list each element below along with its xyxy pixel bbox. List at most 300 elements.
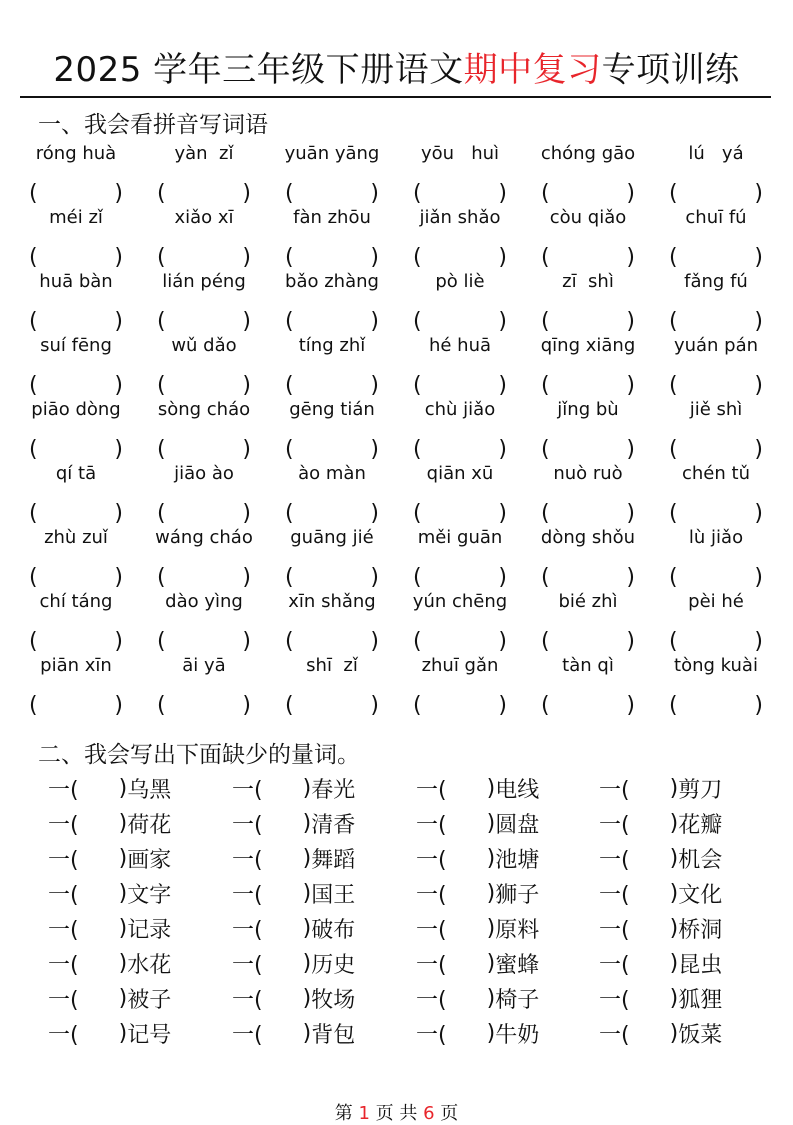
measure-close: ) <box>302 1020 312 1046</box>
measure-prefix: 一( <box>48 847 79 873</box>
close-bracket: ) <box>626 500 635 526</box>
measure-noun: 饭菜 <box>678 1022 723 1048</box>
pinyin-prompt: lú yá <box>688 143 744 164</box>
answer-blank[interactable] <box>413 178 507 208</box>
measure-noun: 记号 <box>127 1022 172 1048</box>
measure-word-row <box>0 807 793 839</box>
measure-word-item[interactable] <box>416 1017 539 1049</box>
measure-close: ) <box>486 985 496 1011</box>
measure-close: ) <box>486 1020 496 1046</box>
open-bracket: ( <box>413 436 422 462</box>
pinyin-row <box>0 399 793 423</box>
answer-row <box>0 178 793 208</box>
open-bracket: ( <box>541 180 550 206</box>
close-bracket: ) <box>754 628 763 654</box>
pinyin-prompt: chuī fú <box>685 207 747 228</box>
measure-noun: 水花 <box>127 952 172 978</box>
open-bracket: ( <box>157 500 166 526</box>
close-bracket: ) <box>370 180 379 206</box>
pinyin-prompt: qiān xū <box>426 463 494 484</box>
measure-noun: 剪刀 <box>678 777 723 803</box>
answer-blank[interactable] <box>285 498 379 528</box>
answer-blank[interactable] <box>285 626 379 656</box>
answer-blank[interactable] <box>29 562 123 592</box>
pinyin-prompt: pèi hé <box>688 591 744 612</box>
measure-prefix: 一( <box>48 882 79 908</box>
measure-noun: 原料 <box>495 917 540 943</box>
pinyin-prompt: tàn qì <box>562 655 614 676</box>
measure-prefix: 一( <box>48 1022 79 1048</box>
measure-word-item[interactable] <box>48 912 171 944</box>
measure-prefix: 一( <box>48 917 79 943</box>
footer-post: 页 <box>440 1103 459 1124</box>
answer-row <box>0 434 793 464</box>
measure-noun: 狐狸 <box>678 987 723 1013</box>
answer-blank[interactable] <box>669 562 763 592</box>
pinyin-prompt: jiě shì <box>689 399 743 420</box>
measure-noun: 舞蹈 <box>311 847 356 873</box>
open-bracket: ( <box>669 180 678 206</box>
measure-noun: 画家 <box>127 847 172 873</box>
answer-blank[interactable] <box>285 306 379 336</box>
close-bracket: ) <box>370 628 379 654</box>
answer-blank[interactable] <box>541 242 635 272</box>
pinyin-prompt: tòng kuài <box>674 655 758 676</box>
pinyin-prompt: bǎo zhàng <box>285 271 379 292</box>
answer-blank[interactable] <box>413 434 507 464</box>
close-bracket: ) <box>370 436 379 462</box>
close-bracket: ) <box>498 372 507 398</box>
measure-word-item[interactable] <box>599 982 722 1014</box>
pinyin-prompt: xiǎo xī <box>174 207 234 228</box>
answer-blank[interactable] <box>413 562 507 592</box>
measure-prefix: 一( <box>416 952 447 978</box>
open-bracket: ( <box>29 628 38 654</box>
measure-close: ) <box>669 880 679 906</box>
pinyin-prompt: chóng gāo <box>540 143 636 164</box>
close-bracket: ) <box>498 308 507 334</box>
measure-noun: 机会 <box>678 847 723 873</box>
open-bracket: ( <box>285 500 294 526</box>
measure-prefix: 一( <box>599 847 630 873</box>
open-bracket: ( <box>413 500 422 526</box>
close-bracket: ) <box>242 564 251 590</box>
open-bracket: ( <box>541 500 550 526</box>
answer-blank[interactable] <box>669 498 763 528</box>
answer-blank[interactable] <box>541 178 635 208</box>
measure-prefix: 一( <box>48 952 79 978</box>
measure-noun: 狮子 <box>495 882 540 908</box>
measure-close: ) <box>486 950 496 976</box>
open-bracket: ( <box>541 692 550 718</box>
answer-blank[interactable] <box>669 690 763 720</box>
answer-blank[interactable] <box>669 306 763 336</box>
close-bracket: ) <box>370 692 379 718</box>
answer-row <box>0 562 793 592</box>
answer-blank[interactable] <box>541 306 635 336</box>
close-bracket: ) <box>114 308 123 334</box>
close-bracket: ) <box>498 500 507 526</box>
open-bracket: ( <box>285 180 294 206</box>
open-bracket: ( <box>285 628 294 654</box>
open-bracket: ( <box>541 628 550 654</box>
pinyin-prompt: jiǎn shǎo <box>419 207 501 228</box>
measure-prefix: 一( <box>232 847 263 873</box>
close-bracket: ) <box>754 180 763 206</box>
close-bracket: ) <box>626 628 635 654</box>
measure-prefix: 一( <box>599 812 630 838</box>
pinyin-row <box>0 335 793 359</box>
measure-prefix: 一( <box>416 882 447 908</box>
open-bracket: ( <box>157 308 166 334</box>
close-bracket: ) <box>498 628 507 654</box>
pinyin-prompt: hé huā <box>428 335 492 356</box>
measure-close: ) <box>669 775 679 801</box>
close-bracket: ) <box>626 372 635 398</box>
measure-close: ) <box>118 985 128 1011</box>
answer-blank[interactable] <box>285 690 379 720</box>
measure-word-item[interactable] <box>416 982 539 1014</box>
answer-blank[interactable] <box>541 370 635 400</box>
measure-word-item[interactable] <box>599 772 722 804</box>
answer-blank[interactable] <box>157 370 251 400</box>
close-bracket: ) <box>242 436 251 462</box>
pinyin-prompt: fàn zhōu <box>293 207 371 228</box>
open-bracket: ( <box>157 436 166 462</box>
measure-prefix: 一( <box>416 777 447 803</box>
measure-word-item[interactable] <box>232 807 355 839</box>
close-bracket: ) <box>242 628 251 654</box>
open-bracket: ( <box>29 436 38 462</box>
measure-word-item[interactable] <box>232 947 355 979</box>
measure-word-item[interactable] <box>48 772 171 804</box>
answer-row <box>0 626 793 656</box>
measure-noun: 电线 <box>495 777 540 803</box>
measure-prefix: 一( <box>48 987 79 1013</box>
measure-close: ) <box>302 950 312 976</box>
open-bracket: ( <box>29 308 38 334</box>
answer-row <box>0 306 793 336</box>
measure-close: ) <box>669 845 679 871</box>
measure-close: ) <box>302 880 312 906</box>
measure-word-item[interactable] <box>232 912 355 944</box>
measure-word-item[interactable] <box>416 842 539 874</box>
close-bracket: ) <box>754 564 763 590</box>
measure-noun: 被子 <box>127 987 172 1013</box>
measure-close: ) <box>669 810 679 836</box>
measure-prefix: 一( <box>599 777 630 803</box>
answer-blank[interactable] <box>29 498 123 528</box>
pinyin-row <box>0 527 793 551</box>
measure-word-item[interactable] <box>232 842 355 874</box>
open-bracket: ( <box>413 692 422 718</box>
measure-word-row <box>0 842 793 874</box>
measure-word-item[interactable] <box>48 807 171 839</box>
answer-blank[interactable] <box>541 434 635 464</box>
close-bracket: ) <box>626 308 635 334</box>
pinyin-prompt: wǔ dǎo <box>171 335 237 356</box>
answer-blank[interactable] <box>157 306 251 336</box>
open-bracket: ( <box>413 180 422 206</box>
answer-row <box>0 498 793 528</box>
measure-close: ) <box>302 810 312 836</box>
measure-close: ) <box>118 950 128 976</box>
pinyin-row <box>0 655 793 679</box>
open-bracket: ( <box>157 244 166 270</box>
pinyin-prompt: nuò ruò <box>553 463 623 484</box>
measure-noun: 背包 <box>311 1022 356 1048</box>
footer-mid: 页 共 <box>375 1103 418 1124</box>
pinyin-row <box>0 143 793 167</box>
footer-total-pages: 6 <box>423 1103 435 1124</box>
measure-word-item[interactable] <box>599 842 722 874</box>
measure-prefix: 一( <box>48 812 79 838</box>
measure-close: ) <box>118 775 128 801</box>
close-bracket: ) <box>114 628 123 654</box>
close-bracket: ) <box>370 500 379 526</box>
measure-prefix: 一( <box>416 917 447 943</box>
pinyin-prompt: piān xīn <box>40 655 112 676</box>
close-bracket: ) <box>242 372 251 398</box>
answer-blank[interactable] <box>157 498 251 528</box>
answer-blank[interactable] <box>413 498 507 528</box>
answer-blank[interactable] <box>29 370 123 400</box>
measure-noun: 池塘 <box>495 847 540 873</box>
pinyin-prompt: chén tǔ <box>682 463 750 484</box>
answer-blank[interactable] <box>157 626 251 656</box>
pinyin-row <box>0 207 793 231</box>
measure-prefix: 一( <box>416 1022 447 1048</box>
pinyin-prompt: yōu huì <box>420 143 500 164</box>
pinyin-prompt: sòng cháo <box>157 399 251 420</box>
measure-noun: 破布 <box>311 917 356 943</box>
open-bracket: ( <box>669 564 678 590</box>
pinyin-prompt: jiāo ào <box>174 463 234 484</box>
answer-blank[interactable] <box>285 242 379 272</box>
answer-blank[interactable] <box>157 242 251 272</box>
open-bracket: ( <box>157 692 166 718</box>
answer-blank[interactable] <box>285 434 379 464</box>
measure-word-item[interactable] <box>599 947 722 979</box>
section1-heading: 一、我会看拼音写词语 <box>38 112 268 138</box>
open-bracket: ( <box>29 180 38 206</box>
answer-blank[interactable] <box>669 626 763 656</box>
answer-blank[interactable] <box>413 690 507 720</box>
measure-word-item[interactable] <box>232 1017 355 1049</box>
pinyin-prompt: gēng tián <box>289 399 375 420</box>
answer-blank[interactable] <box>669 434 763 464</box>
answer-blank[interactable] <box>29 242 123 272</box>
measure-prefix: 一( <box>232 987 263 1013</box>
page-footer <box>0 1099 793 1125</box>
measure-word-item[interactable] <box>48 947 171 979</box>
measure-word-item[interactable] <box>48 1017 171 1049</box>
open-bracket: ( <box>413 308 422 334</box>
measure-word-item[interactable] <box>599 912 722 944</box>
close-bracket: ) <box>498 180 507 206</box>
measure-word-item[interactable] <box>48 982 171 1014</box>
measure-word-item[interactable] <box>416 947 539 979</box>
close-bracket: ) <box>626 692 635 718</box>
measure-noun: 历史 <box>311 952 356 978</box>
measure-close: ) <box>302 915 312 941</box>
pinyin-prompt: huā bàn <box>39 271 113 292</box>
measure-close: ) <box>486 915 496 941</box>
answer-blank[interactable] <box>29 690 123 720</box>
measure-prefix: 一( <box>599 917 630 943</box>
answer-blank[interactable] <box>413 370 507 400</box>
measure-word-item[interactable] <box>599 877 722 909</box>
answer-blank[interactable] <box>157 690 251 720</box>
pinyin-prompt: tíng zhǐ <box>298 335 366 356</box>
answer-blank[interactable] <box>157 562 251 592</box>
answer-blank[interactable] <box>29 434 123 464</box>
measure-close: ) <box>118 1020 128 1046</box>
pinyin-prompt: zhù zuǐ <box>44 527 108 548</box>
open-bracket: ( <box>669 628 678 654</box>
measure-close: ) <box>486 880 496 906</box>
close-bracket: ) <box>498 436 507 462</box>
close-bracket: ) <box>626 436 635 462</box>
measure-noun: 蜜蜂 <box>495 952 540 978</box>
pinyin-prompt: lián péng <box>162 271 246 292</box>
pinyin-prompt: dòng shǒu <box>540 527 636 548</box>
open-bracket: ( <box>157 372 166 398</box>
open-bracket: ( <box>669 692 678 718</box>
pinyin-prompt: fǎng fú <box>684 271 748 292</box>
measure-word-item[interactable] <box>599 807 722 839</box>
measure-noun: 文字 <box>127 882 172 908</box>
pinyin-prompt: chí táng <box>39 591 113 612</box>
measure-prefix: 一( <box>416 987 447 1013</box>
pinyin-prompt: xīn shǎng <box>288 591 376 612</box>
open-bracket: ( <box>29 692 38 718</box>
measure-prefix: 一( <box>232 952 263 978</box>
open-bracket: ( <box>413 372 422 398</box>
measure-word-item[interactable] <box>416 772 539 804</box>
answer-blank[interactable] <box>669 178 763 208</box>
close-bracket: ) <box>754 692 763 718</box>
pinyin-prompt: yuān yāng <box>284 143 380 164</box>
open-bracket: ( <box>413 564 422 590</box>
answer-blank[interactable] <box>541 690 635 720</box>
pinyin-prompt: wáng cháo <box>155 527 253 548</box>
measure-close: ) <box>118 880 128 906</box>
answer-blank[interactable] <box>29 626 123 656</box>
open-bracket: ( <box>669 244 678 270</box>
answer-blank[interactable] <box>413 626 507 656</box>
answer-blank[interactable] <box>669 242 763 272</box>
footer-page-number: 1 <box>358 1103 370 1124</box>
measure-prefix: 一( <box>232 1022 263 1048</box>
pinyin-prompt: méi zǐ <box>49 207 103 228</box>
measure-close: ) <box>118 845 128 871</box>
pinyin-prompt: còu qiǎo <box>549 207 627 228</box>
open-bracket: ( <box>29 564 38 590</box>
measure-close: ) <box>302 775 312 801</box>
open-bracket: ( <box>669 500 678 526</box>
answer-blank[interactable] <box>29 306 123 336</box>
measure-prefix: 一( <box>599 1022 630 1048</box>
answer-blank[interactable] <box>541 498 635 528</box>
measure-word-item[interactable] <box>416 912 539 944</box>
measure-word-item[interactable] <box>599 1017 722 1049</box>
answer-blank[interactable] <box>541 626 635 656</box>
answer-blank[interactable] <box>157 434 251 464</box>
open-bracket: ( <box>669 372 678 398</box>
measure-word-row <box>0 1017 793 1049</box>
measure-word-item[interactable] <box>48 877 171 909</box>
answer-blank[interactable] <box>541 562 635 592</box>
open-bracket: ( <box>285 436 294 462</box>
measure-prefix: 一( <box>416 847 447 873</box>
close-bracket: ) <box>114 372 123 398</box>
measure-close: ) <box>118 915 128 941</box>
measure-word-row <box>0 982 793 1014</box>
measure-close: ) <box>669 1020 679 1046</box>
pinyin-prompt: yún chēng <box>412 591 508 612</box>
pinyin-prompt: dào yìng <box>165 591 243 612</box>
close-bracket: ) <box>498 692 507 718</box>
pinyin-prompt: zī shì <box>562 271 614 292</box>
answer-blank[interactable] <box>29 178 123 208</box>
answer-blank[interactable] <box>669 370 763 400</box>
answer-blank[interactable] <box>413 306 507 336</box>
measure-word-item[interactable] <box>232 877 355 909</box>
answer-row <box>0 690 793 720</box>
close-bracket: ) <box>754 372 763 398</box>
close-bracket: ) <box>754 308 763 334</box>
measure-word-item[interactable] <box>48 842 171 874</box>
pinyin-prompt: ào màn <box>298 463 366 484</box>
answer-blank[interactable] <box>285 370 379 400</box>
answer-blank[interactable] <box>413 242 507 272</box>
measure-close: ) <box>118 810 128 836</box>
answer-blank[interactable] <box>157 178 251 208</box>
pinyin-prompt: jǐng bù <box>557 399 619 420</box>
answer-blank[interactable] <box>285 562 379 592</box>
open-bracket: ( <box>413 244 422 270</box>
measure-close: ) <box>669 950 679 976</box>
measure-noun: 荷花 <box>127 812 172 838</box>
close-bracket: ) <box>498 244 507 270</box>
close-bracket: ) <box>242 692 251 718</box>
close-bracket: ) <box>754 500 763 526</box>
measure-close: ) <box>302 985 312 1011</box>
close-bracket: ) <box>114 180 123 206</box>
measure-noun: 牧场 <box>311 987 356 1013</box>
measure-word-item[interactable] <box>232 982 355 1014</box>
open-bracket: ( <box>29 244 38 270</box>
pinyin-row <box>0 591 793 615</box>
measure-word-item[interactable] <box>416 877 539 909</box>
measure-word-item[interactable] <box>416 807 539 839</box>
close-bracket: ) <box>114 564 123 590</box>
pinyin-prompt: guāng jié <box>290 527 374 548</box>
close-bracket: ) <box>370 372 379 398</box>
open-bracket: ( <box>157 628 166 654</box>
close-bracket: ) <box>370 564 379 590</box>
answer-row <box>0 370 793 400</box>
close-bracket: ) <box>242 308 251 334</box>
close-bracket: ) <box>114 244 123 270</box>
open-bracket: ( <box>29 500 38 526</box>
measure-noun: 记录 <box>127 917 172 943</box>
measure-noun: 清香 <box>311 812 356 838</box>
measure-noun: 国王 <box>311 882 356 908</box>
answer-blank[interactable] <box>285 178 379 208</box>
measure-word-item[interactable] <box>232 772 355 804</box>
